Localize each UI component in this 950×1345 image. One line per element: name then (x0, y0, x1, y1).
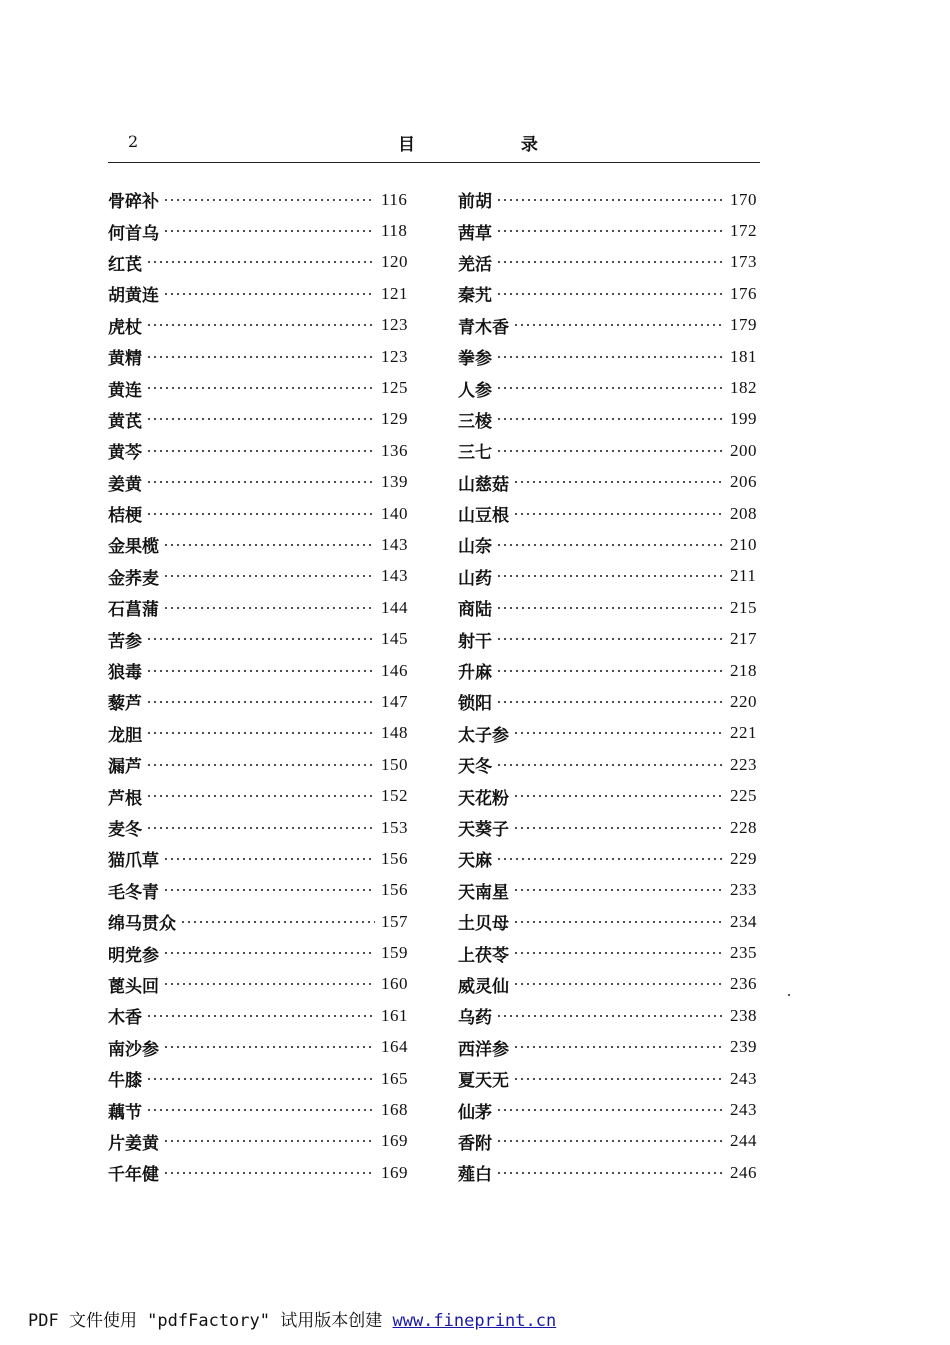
toc-entry-page: 156 (381, 880, 408, 900)
toc-entry-page: 246 (730, 1162, 757, 1182)
toc-entry (458, 215, 762, 246)
toc-entry-name: 山豆根 (458, 506, 509, 527)
toc-entry-name: 芦根 (108, 788, 142, 809)
toc-entry-page: 169 (381, 1162, 408, 1182)
toc-entry-page: 228 (730, 817, 757, 837)
toc-entry (458, 561, 762, 592)
toc-entry-page: 118 (381, 221, 408, 241)
toc-entry-name: 西洋参 (458, 1039, 509, 1060)
toc-entry (458, 1126, 762, 1157)
toc-entry-name: 上茯苓 (458, 945, 509, 966)
dot-leader (163, 293, 375, 295)
toc-entry-name: 毛冬青 (108, 882, 159, 903)
toc-entry-name: 山奈 (458, 537, 492, 558)
toc-entry-page: 223 (730, 754, 757, 774)
toc-entry-page: 123 (381, 346, 408, 366)
toc-entry-name: 山药 (458, 568, 492, 589)
dot-leader (146, 1078, 375, 1080)
toc-entry (108, 843, 413, 874)
toc-entry-name: 乌药 (458, 1008, 492, 1029)
dot-leader (146, 1109, 375, 1111)
toc-entry (108, 1000, 413, 1031)
dot-leader (146, 261, 375, 263)
toc-entry (108, 529, 413, 560)
toc-entry-page: 181 (730, 346, 757, 366)
dot-leader (146, 450, 375, 452)
toc-entry-name: 藜芦 (108, 694, 142, 715)
toc-entry (458, 529, 762, 560)
toc-entry (458, 655, 762, 686)
toc-entry-name: 天葵子 (458, 820, 509, 840)
toc-entry-page: 239 (730, 1037, 757, 1057)
toc-entry (458, 780, 762, 811)
toc-entry (458, 278, 762, 309)
toc-entry-page: 147 (381, 691, 408, 711)
toc-entry (458, 749, 762, 780)
toc-entry-name: 红芪 (108, 254, 142, 275)
dot-leader (496, 230, 724, 232)
dot-leader (146, 670, 375, 672)
dot-leader (163, 952, 375, 954)
toc-entry-page: 168 (381, 1100, 408, 1120)
toc-entry-page: 243 (730, 1100, 757, 1120)
toc-entry-name: 麦冬 (108, 820, 142, 840)
dot-leader (496, 199, 724, 201)
toc-entry-name: 黄精 (108, 349, 142, 370)
toc-entry-page: 199 (730, 409, 757, 429)
toc-entry-page: 176 (730, 283, 757, 303)
dot-leader (513, 795, 724, 797)
toc-entry-name: 天麻 (458, 851, 492, 872)
toc-entry-name: 黄芩 (108, 443, 142, 464)
dot-leader (496, 764, 724, 766)
toc-entry (108, 749, 413, 780)
toc-entry-page: 123 (381, 315, 408, 335)
toc-entry-page: 146 (381, 660, 408, 680)
toc-entry-name: 南沙参 (108, 1039, 159, 1060)
toc-entry (108, 341, 413, 372)
page-header (108, 128, 760, 163)
toc-entry-name: 升麻 (458, 663, 492, 684)
toc-entry (458, 310, 762, 341)
toc-entry (108, 561, 413, 592)
toc-entry-page: 160 (381, 974, 408, 994)
dot-leader (163, 889, 375, 891)
toc-entry-name: 天冬 (458, 757, 492, 778)
toc-entry-name: 藕节 (108, 1102, 142, 1123)
toc-entry-name: 黄芪 (108, 411, 142, 432)
toc-entry-name: 龙胆 (108, 725, 142, 746)
toc-entry-name: 金果榄 (108, 537, 159, 558)
toc-entry (108, 247, 413, 278)
toc-entry-page: 140 (381, 503, 408, 523)
dot-leader (513, 732, 724, 734)
toc-entry-page: 179 (730, 315, 757, 335)
dot-leader (513, 1046, 724, 1048)
toc-entry-page: 169 (381, 1131, 408, 1151)
dot-leader (513, 1078, 724, 1080)
toc-entry-page: 234 (730, 911, 757, 931)
toc-entry-page: 116 (381, 189, 408, 209)
footer-watermark (28, 1306, 556, 1331)
dot-leader (180, 921, 375, 923)
toc-entry-page: 143 (381, 534, 408, 554)
toc-entry-page: 211 (730, 566, 757, 586)
toc-entry-name: 木香 (108, 1008, 142, 1029)
toc-entry-page: 153 (381, 817, 408, 837)
toc-entry-page: 152 (381, 786, 408, 806)
dot-leader (146, 1015, 375, 1017)
toc-entry-name: 太子参 (458, 725, 509, 746)
toc-entry-page: 206 (730, 472, 757, 492)
toc-entry (108, 1094, 413, 1125)
toc-entry (108, 655, 413, 686)
dot-leader (163, 607, 375, 609)
dot-leader (163, 544, 375, 546)
toc-entry (458, 906, 762, 937)
dot-leader (496, 701, 724, 703)
toc-entry (108, 906, 413, 937)
toc-entry (458, 1032, 762, 1063)
toc-entry-name: 石菖蒲 (108, 600, 159, 621)
dot-leader (146, 795, 375, 797)
toc-entry (108, 937, 413, 968)
toc-entry-page: 244 (730, 1131, 757, 1151)
toc-entry-page: 208 (730, 503, 757, 523)
toc-entry-name: 蓖头回 (108, 976, 159, 997)
toc-entry (108, 1032, 413, 1063)
toc-entry-page: 156 (381, 848, 408, 868)
dot-leader (496, 1015, 724, 1017)
toc-entry-page: 182 (730, 378, 757, 398)
toc-entry-name: 明党参 (108, 945, 159, 966)
toc-entry-page: 165 (381, 1068, 408, 1088)
toc-entry-page: 238 (730, 1005, 757, 1025)
toc-entry-page: 145 (381, 629, 408, 649)
toc-entry (108, 1063, 413, 1094)
toc-entry (108, 686, 413, 717)
toc-entry-page: 210 (730, 534, 757, 554)
footer-text: PDF 文件使用 "pdfFactory" 试用版本创建 (28, 1311, 393, 1331)
dot-leader (146, 324, 375, 326)
dot-leader (496, 1109, 724, 1111)
dot-leader (146, 701, 375, 703)
toc-entry-page: 229 (730, 848, 757, 868)
dot-leader (496, 858, 724, 860)
toc-entry (108, 969, 413, 1000)
toc-entry (108, 215, 413, 246)
toc-entry-name: 薤白 (458, 1165, 492, 1186)
toc-entry (108, 278, 413, 309)
dot-leader (163, 230, 375, 232)
toc-entry (108, 435, 413, 466)
toc-entry (108, 498, 413, 529)
toc-entry-page: 161 (381, 1005, 408, 1025)
dot-leader (146, 732, 375, 734)
toc-entry-name: 锁阳 (458, 694, 492, 715)
toc-entry-page: 217 (730, 629, 757, 649)
toc-entry-page: 164 (381, 1037, 408, 1057)
toc-entry-page: 172 (730, 221, 757, 241)
toc-entry (108, 467, 413, 498)
toc-entry-name: 虎杖 (108, 317, 142, 338)
toc-entry-name: 姜黄 (108, 474, 142, 495)
toc-entry-page: 150 (381, 754, 408, 774)
toc-entry (458, 1094, 762, 1125)
page-number: 2 (128, 132, 139, 151)
dot-leader (496, 607, 724, 609)
dot-leader (496, 450, 724, 452)
toc-entry-name: 猫爪草 (108, 851, 159, 872)
scan-speck (788, 994, 790, 996)
toc-entry-name: 香附 (458, 1133, 492, 1154)
toc-entry-name: 天南星 (458, 882, 509, 903)
toc-entry-name: 桔梗 (108, 506, 142, 527)
dot-leader (496, 1172, 724, 1174)
toc-entry (108, 812, 413, 843)
toc-entry-page: 243 (730, 1068, 757, 1088)
toc-entry-page: 218 (730, 660, 757, 680)
toc-entry-name: 千年健 (108, 1165, 159, 1186)
toc-entry (108, 310, 413, 341)
dot-leader (163, 858, 375, 860)
toc-entry-page: 157 (381, 911, 408, 931)
page-title: 目 录 (398, 135, 588, 155)
toc-entry-page: 143 (381, 566, 408, 586)
dot-leader (163, 199, 375, 201)
toc-entry-name: 天花粉 (458, 788, 509, 809)
toc-entry-name: 仙茅 (458, 1102, 492, 1123)
toc-entry (458, 623, 762, 654)
dot-leader (513, 889, 724, 891)
dot-leader (496, 1140, 724, 1142)
toc-entry (458, 592, 762, 623)
toc-entry-name: 三七 (458, 443, 492, 464)
toc-entry-name: 金荞麦 (108, 568, 159, 589)
dot-leader (513, 921, 724, 923)
dot-leader (163, 1172, 375, 1174)
toc-entry-name: 何首乌 (108, 223, 159, 244)
toc-entry (458, 404, 762, 435)
toc-entry (108, 184, 413, 215)
dot-leader (146, 481, 375, 483)
dot-leader (146, 638, 375, 640)
toc-entry (458, 812, 762, 843)
toc-entry (458, 372, 762, 403)
toc-entry-name: 土贝母 (458, 914, 509, 935)
toc-entry-name: 漏芦 (108, 757, 142, 778)
toc-entry (458, 843, 762, 874)
toc-entry-name: 青木香 (458, 317, 509, 338)
dot-leader (163, 983, 375, 985)
dot-leader (496, 544, 724, 546)
toc-entry-page: 215 (730, 597, 757, 617)
toc-entry-name: 牛膝 (108, 1071, 142, 1092)
dot-leader (163, 1046, 375, 1048)
toc-entry-name: 骨碎补 (108, 192, 159, 213)
toc-entry-name: 绵马贯众 (108, 914, 176, 935)
toc-entry (108, 1157, 413, 1188)
toc-entry-name: 片姜黄 (108, 1133, 159, 1154)
toc-entry (458, 875, 762, 906)
toc-entry-page: 129 (381, 409, 408, 429)
toc-entry-name: 夏天无 (458, 1071, 509, 1092)
dot-leader (513, 983, 724, 985)
toc-entry (458, 969, 762, 1000)
toc-entry (108, 404, 413, 435)
dot-leader (513, 952, 724, 954)
dot-leader (146, 513, 375, 515)
dot-leader (163, 575, 375, 577)
toc-entry (458, 1157, 762, 1188)
dot-leader (146, 827, 375, 829)
toc-entry (108, 875, 413, 906)
dot-leader (496, 575, 724, 577)
toc-right-column (458, 184, 762, 1189)
toc-entry-name: 茜草 (458, 223, 492, 244)
toc-entry (108, 623, 413, 654)
dot-leader (496, 293, 724, 295)
toc-entry-page: 221 (730, 723, 757, 743)
toc-entry-page: 121 (381, 283, 408, 303)
toc-entry (458, 184, 762, 215)
toc-entry-page: 225 (730, 786, 757, 806)
toc-entry-page: 159 (381, 943, 408, 963)
dot-leader (496, 670, 724, 672)
toc-entry-name: 商陆 (458, 600, 492, 621)
toc-entry-page: 120 (381, 252, 408, 272)
dot-leader (163, 1140, 375, 1142)
toc-entry-name: 秦艽 (458, 286, 492, 307)
toc-entry (458, 247, 762, 278)
toc-left-column (108, 184, 413, 1189)
toc-entry-page: 173 (730, 252, 757, 272)
toc-entry-name: 人参 (458, 380, 492, 401)
dot-leader (146, 387, 375, 389)
dot-leader (496, 638, 724, 640)
toc-entry-name: 苦参 (108, 631, 142, 652)
dot-leader (496, 418, 724, 420)
dot-leader (496, 261, 724, 263)
dot-leader (496, 387, 724, 389)
dot-leader (513, 324, 724, 326)
toc-entry (458, 1000, 762, 1031)
toc-entry (458, 1063, 762, 1094)
toc-entry-name: 胡黄连 (108, 286, 159, 307)
toc-entry-page: 200 (730, 440, 757, 460)
dot-leader (513, 481, 724, 483)
toc-entry-name: 前胡 (458, 192, 492, 213)
toc-entry-page: 144 (381, 597, 408, 617)
toc-entry (108, 592, 413, 623)
toc-entry-name: 三棱 (458, 411, 492, 432)
toc-entry-name: 山慈菇 (458, 474, 509, 495)
toc-entry-name: 拳参 (458, 349, 492, 370)
toc-entry-page: 136 (381, 440, 408, 460)
dot-leader (496, 356, 724, 358)
toc-entry-name: 射干 (458, 631, 492, 652)
dot-leader (146, 418, 375, 420)
toc-entry-name: 狼毒 (108, 663, 142, 684)
toc-entry-page: 220 (730, 691, 757, 711)
toc-entry-page: 233 (730, 880, 757, 900)
toc-entry-name: 羌活 (458, 254, 492, 275)
toc-entry-page: 236 (730, 974, 757, 994)
toc-entry-page: 139 (381, 472, 408, 492)
toc-entry (458, 435, 762, 466)
toc-entry-page: 170 (730, 189, 757, 209)
toc-entry-name: 黄连 (108, 380, 142, 401)
dot-leader (146, 356, 375, 358)
toc-entry (458, 341, 762, 372)
toc-entry (108, 372, 413, 403)
dot-leader (146, 764, 375, 766)
footer-link[interactable]: www.fineprint.cn (392, 1311, 557, 1331)
toc-entry (108, 1126, 413, 1157)
toc-entry (458, 718, 762, 749)
toc-entry (108, 780, 413, 811)
toc-entry-page: 125 (381, 378, 408, 398)
dot-leader (513, 827, 724, 829)
toc-entry (458, 467, 762, 498)
toc-entry-page: 235 (730, 943, 757, 963)
toc-entry (108, 718, 413, 749)
dot-leader (513, 513, 724, 515)
toc-entry (458, 498, 762, 529)
toc-entry-name: 威灵仙 (458, 976, 509, 997)
toc-entry-page: 148 (381, 723, 408, 743)
toc-entry (458, 937, 762, 968)
toc-entry (458, 686, 762, 717)
